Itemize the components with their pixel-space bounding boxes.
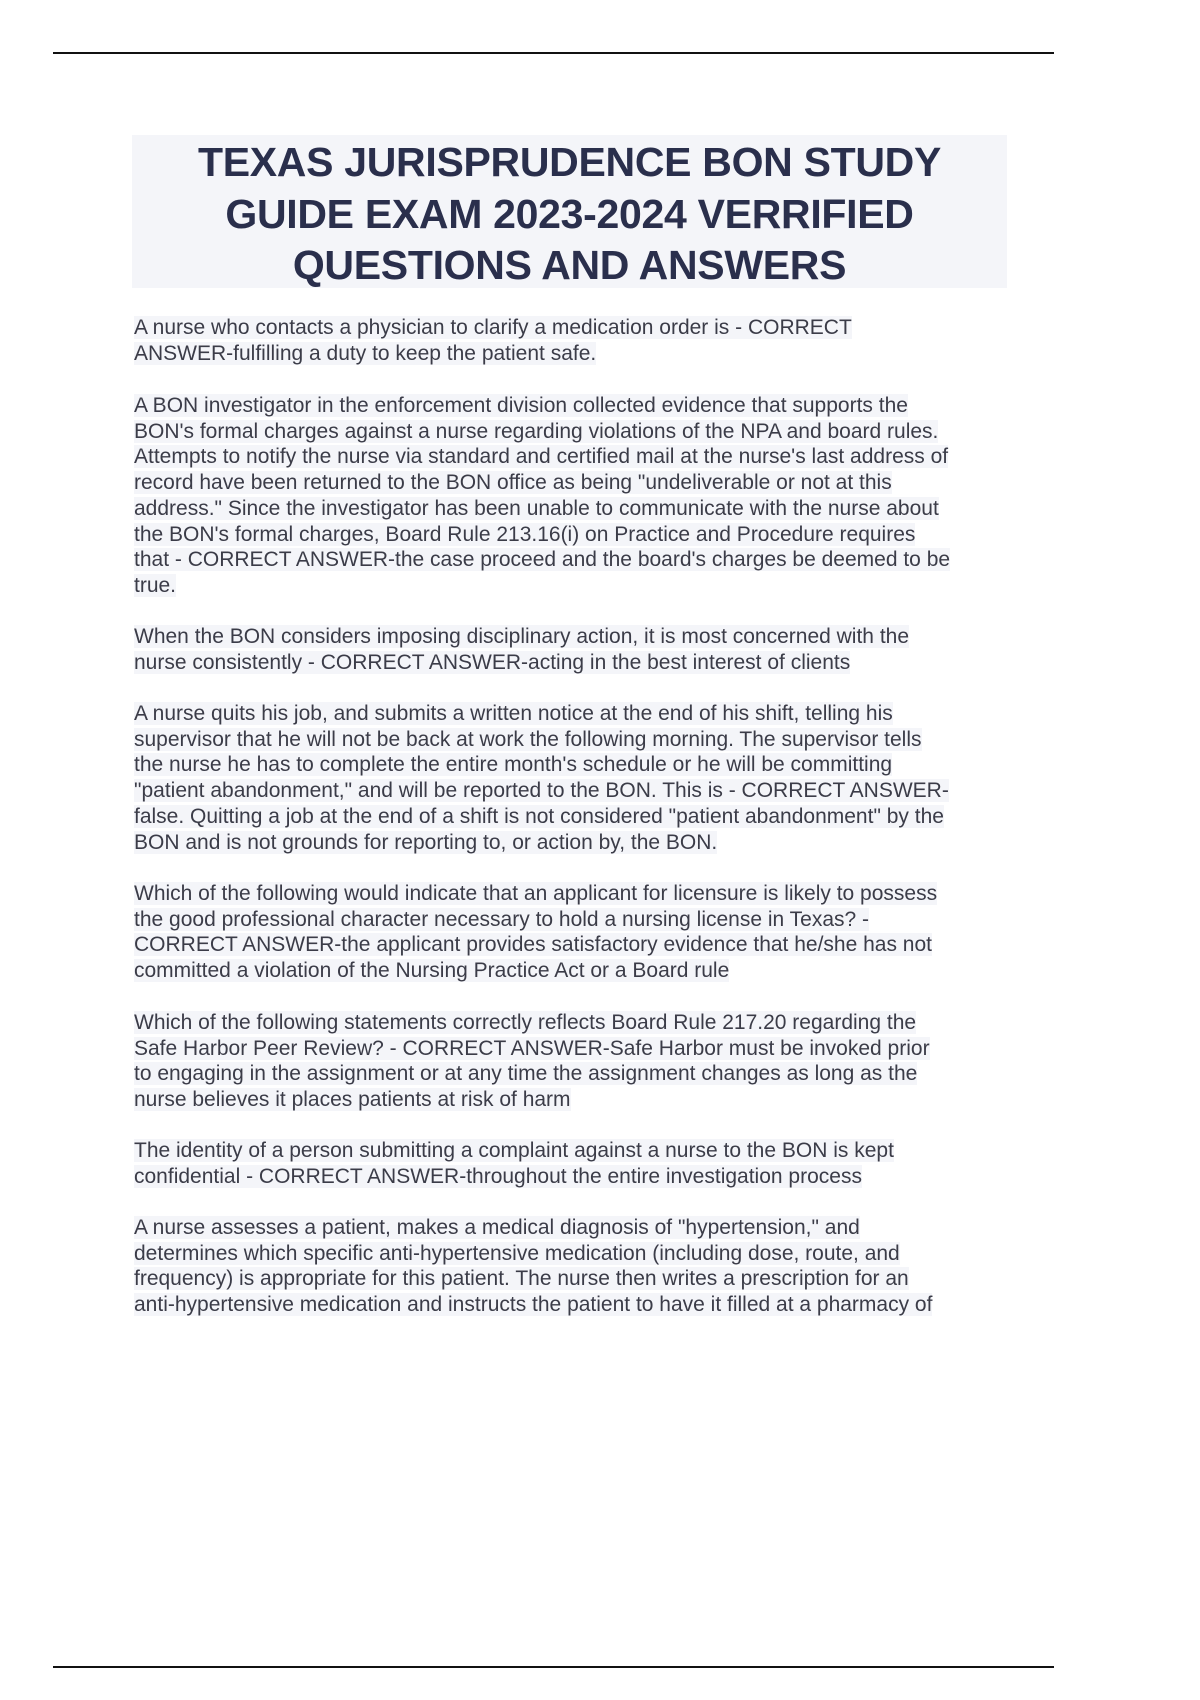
text-line-content: A nurse who contacts a physician to clarify a medication order is - CORRECT (134, 316, 852, 339)
text-line (134, 830, 1034, 856)
text-line (134, 1164, 1034, 1190)
text-line (134, 573, 1034, 599)
text-line-content: to engaging in the assignment or at any time the assignment changes as long as the (134, 1062, 918, 1086)
qa-paragraph (134, 315, 1034, 366)
text-line-content: the BON's formal charges, Board Rule 213.16(i) on Practice and Procedure requires (134, 522, 916, 546)
text-line (134, 315, 1034, 341)
text-line (134, 1241, 1034, 1267)
text-line-content: determines which specific anti-hypertensive medication (including dose, route, and (134, 1241, 900, 1265)
text-line-content: When the BON considers imposing disciplinary action, it is most concerned with the (134, 625, 910, 648)
text-line-content: address." Since the investigator has been unable to communicate with the nurse about (134, 496, 939, 520)
title-line: QUESTIONS AND ANSWERS (292, 242, 847, 288)
top-rule (53, 52, 1054, 54)
text-line-content: Attempts to notify the nurse via standard and certified mail at the nurse's last address of (134, 445, 949, 469)
text-line (134, 727, 1034, 753)
text-line (134, 1138, 1034, 1164)
text-line-content: record have been returned to the BON office as being "undeliverable or not at this (134, 471, 892, 495)
text-line-content: true. (134, 573, 177, 597)
text-line-content: frequency) is appropriate for this patient. The nurse then writes a prescription for an (134, 1267, 909, 1291)
text-line (134, 907, 1034, 933)
qa-paragraph (134, 881, 1034, 984)
text-line (134, 1061, 1034, 1087)
text-line (134, 393, 1034, 419)
qa-paragraph (134, 1010, 1034, 1113)
text-line (134, 1266, 1034, 1292)
text-line (134, 752, 1034, 778)
text-line-content: supervisor that he will not be back at work the following morning. The supervisor tells (134, 727, 922, 751)
text-line (134, 932, 1034, 958)
title-line: TEXAS JURISPRUDENCE BON STUDY (197, 139, 942, 185)
text-line (134, 1010, 1034, 1036)
text-line (134, 778, 1034, 804)
text-line (134, 522, 1034, 548)
text-line-content: Which of the following statements correctly reflects Board Rule 217.20 regarding the (134, 1011, 917, 1034)
text-line (134, 444, 1034, 470)
title-line: GUIDE EXAM 2023-2024 VERRIFIED (225, 190, 914, 237)
text-line (134, 701, 1034, 727)
qa-paragraph (134, 393, 1034, 599)
text-line-content: the nurse he has to complete the entire month's schedule or he will be committing (134, 753, 893, 777)
text-line-content: CORRECT ANSWER-the applicant provides satisfactory evidence that he/she has not (134, 933, 932, 957)
text-line-content: the good professional character necessary to hold a nursing license in Texas? - (134, 907, 870, 931)
text-line-content: Which of the following would indicate that an applicant for licensure is likely to possess (134, 882, 938, 905)
text-line (134, 496, 1034, 522)
text-line-content: BON and is not grounds for reporting to, or action by, the BON. (134, 830, 718, 854)
qa-paragraph (134, 624, 1034, 675)
text-line-content: Safe Harbor Peer Review? - CORRECT ANSWER-Safe Harbor must be invoked prior (134, 1036, 930, 1060)
bottom-rule (53, 1666, 1054, 1668)
text-line-content: ANSWER-fulfilling a duty to keep the patient safe. (134, 341, 597, 365)
text-line (134, 547, 1034, 573)
text-line (134, 804, 1034, 830)
text-line-content: committed a violation of the Nursing Practice Act or a Board rule (134, 959, 730, 983)
text-line (134, 419, 1034, 445)
text-line (134, 1087, 1034, 1113)
text-line (134, 624, 1034, 650)
text-line-content: BON's formal charges against a nurse regarding violations of the NPA and board rules. (134, 419, 939, 443)
document-title (132, 135, 1007, 288)
qa-paragraph (134, 1138, 1034, 1189)
text-line-content: nurse consistently - CORRECT ANSWER-acting in the best interest of clients (134, 650, 851, 674)
text-line-content: false. Quitting a job at the end of a shift is not considered "patient abandonment" by the (134, 804, 944, 828)
text-line (134, 1036, 1034, 1062)
text-line-content: nurse believes it places patients at risk of harm (134, 1088, 571, 1112)
text-line (134, 881, 1034, 907)
text-line (134, 470, 1034, 496)
text-line-content: that - CORRECT ANSWER-the case proceed and the board's charges be deemed to be (134, 548, 951, 572)
text-line (134, 341, 1034, 367)
text-line-content: A BON investigator in the enforcement division collected evidence that supports the (134, 394, 908, 417)
text-line (134, 650, 1034, 676)
text-line-content: A nurse quits his job, and submits a written notice at the end of his shift, telling his (134, 702, 893, 725)
qa-paragraph (134, 1215, 1034, 1318)
text-line-content: anti-hypertensive medication and instructs the patient to have it filled at a pharmacy of (134, 1293, 933, 1317)
text-line (134, 1292, 1034, 1318)
text-line (134, 958, 1034, 984)
text-line-content: "patient abandonment," and will be reported to the BON. This is - CORRECT ANSWER- (134, 779, 949, 803)
text-line-content: A nurse assesses a patient, makes a medical diagnosis of "hypertension," and (134, 1216, 860, 1239)
text-line-content: The identity of a person submitting a complaint against a nurse to the BON is kept (134, 1139, 894, 1162)
qa-paragraph (134, 701, 1034, 855)
text-line (134, 1215, 1034, 1241)
text-line-content: confidential - CORRECT ANSWER-throughout the entire investigation process (134, 1164, 862, 1188)
